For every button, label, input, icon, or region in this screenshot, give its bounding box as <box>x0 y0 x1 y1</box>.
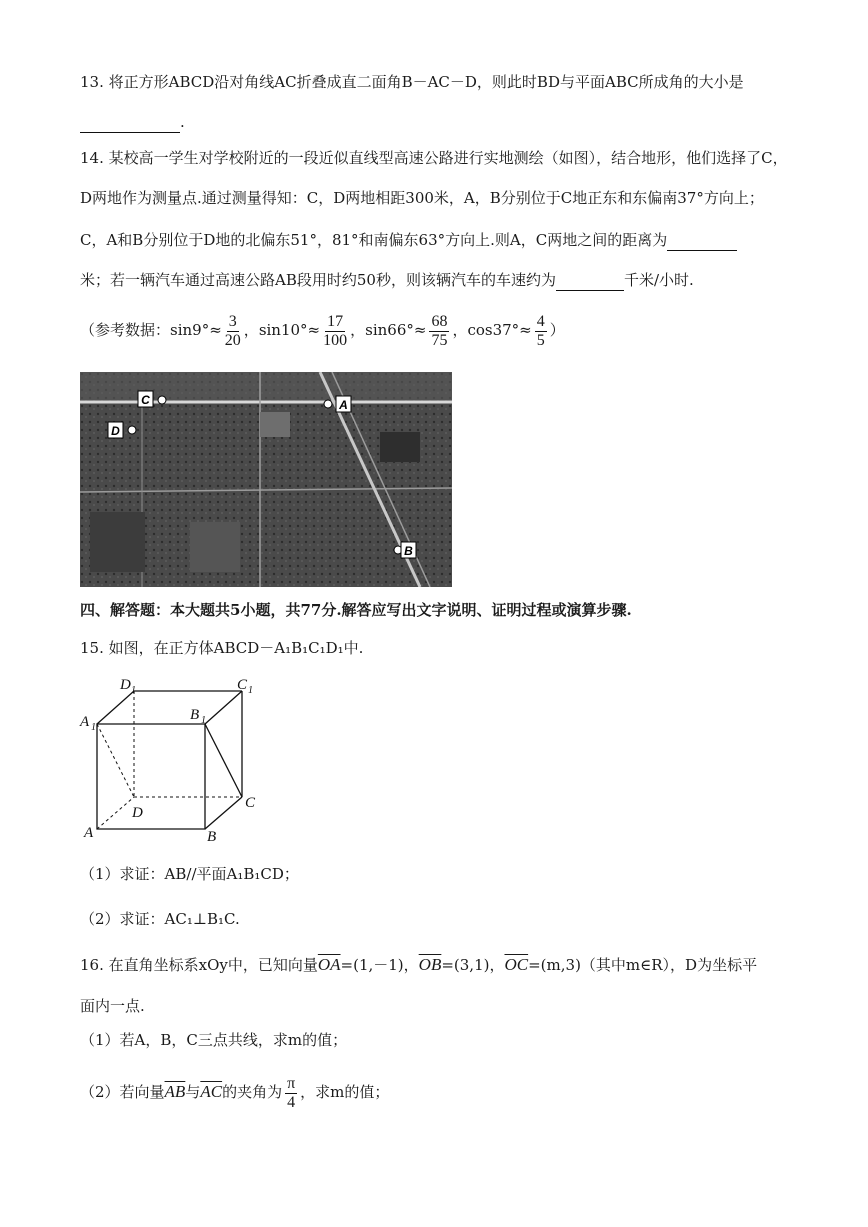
label-c: C <box>245 795 256 811</box>
fraction-den: 4 <box>287 1093 296 1111</box>
subscript: 1 <box>248 685 253 696</box>
label-d1: D <box>120 677 131 693</box>
q13-period: . <box>180 113 185 131</box>
vector-ab: $\overline{AB}$ <box>164 1082 186 1101</box>
vector-oc-value: =(m,3)（其中m∈R），D为坐标平 <box>528 956 758 974</box>
subscript: 1 <box>201 715 206 726</box>
ref-sin66: sin66°≈ <box>365 321 427 339</box>
map-label-c: C <box>141 393 150 407</box>
vector-ob: $\overline{OB}$ <box>418 955 442 974</box>
q14-line4b: 千米/小时. <box>623 271 694 289</box>
section-heading: 四、解答题：本大题共5小题，共77分.解答应写出文字说明、证明过程或演算步骤. <box>80 601 632 619</box>
fraction <box>225 313 241 350</box>
q16-part2-text: 的夹角为 <box>222 1083 283 1101</box>
q16-part2-text: ，求m的值； <box>300 1083 390 1101</box>
diagonal-a1d <box>97 724 134 797</box>
q16-text: 16. 在直角坐标系xOy中，已知向量 <box>80 956 318 974</box>
label-c1: C <box>237 677 248 693</box>
fraction <box>535 313 547 350</box>
q16-part2-text: （2）若向量 <box>80 1083 165 1101</box>
label-d: D <box>132 805 143 821</box>
q13-line1: 13. 将正方形ABCD沿对角线AC折叠成直二面角B－AC－D，则此时BD与平面ABC所成角的大小是 <box>80 73 744 91</box>
fraction-num: 68 <box>431 312 448 330</box>
map-label-a: A <box>339 398 348 412</box>
label-b1: B <box>190 707 200 723</box>
q14-line4a: 米；若一辆汽车通过高速公路AB段用时约50秒，则该辆汽车的车速约为 <box>80 271 556 289</box>
ref-sin9: sin9°≈ <box>170 321 222 339</box>
label-a: A <box>84 825 94 841</box>
reference-data <box>80 306 565 354</box>
aerial-map-image <box>80 372 452 587</box>
q14-line4 <box>80 270 694 291</box>
ref-sep: ， <box>452 321 468 339</box>
fraction-den: 75 <box>431 331 448 349</box>
q16-part2 <box>80 1072 389 1114</box>
q15-intro: 15. 如图，在正方体ABCD－A₁B₁C₁D₁中. <box>80 639 364 657</box>
fraction-den: 100 <box>323 331 348 349</box>
cube-svg <box>78 674 278 844</box>
fraction-num: 4 <box>536 312 545 330</box>
q15-part2: （2）求证：AC₁⊥B₁C. <box>80 910 240 928</box>
q16-part1: （1）若A，B，C三点共线，求m的值； <box>80 1031 348 1049</box>
vector-oa-value: =(1,－1)， <box>340 956 419 974</box>
fraction-pi-over-4 <box>285 1075 297 1112</box>
cube-front-face <box>97 724 205 829</box>
q16-part2-text: 与 <box>185 1083 201 1101</box>
map-svg <box>80 372 452 587</box>
fraction <box>429 313 449 350</box>
q16-line1 <box>80 955 757 975</box>
fraction-num: 3 <box>228 312 237 330</box>
ref-sep: ， <box>350 321 366 339</box>
q15-part1: （1）求证：AB//平面A₁B₁CD； <box>80 865 299 883</box>
subscript: 1 <box>131 685 136 696</box>
vector-oa: $\overline{OA}$ <box>317 955 341 974</box>
q13-line2 <box>80 112 185 133</box>
q14-line3 <box>80 230 737 251</box>
subscript: 1 <box>91 722 96 733</box>
q16-line2: 面内一点. <box>80 997 145 1015</box>
vector-ac: $\overline{AC}$ <box>200 1082 223 1101</box>
ref-suffix: ） <box>549 321 565 339</box>
ref-sep: ， <box>243 321 259 339</box>
fraction-num: π <box>287 1074 296 1092</box>
diagonal-b1c <box>205 724 242 797</box>
q14-line3-text: C，A和B分别位于D地的北偏东51°，81°和南偏东63°方向上.则A，C两地之间的距离为 <box>80 231 668 249</box>
ref-sin10: sin10°≈ <box>258 321 321 339</box>
fraction-den: 20 <box>224 331 241 349</box>
map-label-b: B <box>404 544 413 558</box>
cube-diagram <box>78 674 278 848</box>
label-b: B <box>207 829 217 844</box>
answer-blank <box>80 112 180 133</box>
q14-line2: D两地作为测量点.通过测量得知：C，D两地相距300米，A，B分别位于C地正东和东偏南37°方向上； <box>80 189 764 207</box>
map-label-d: D <box>111 424 120 438</box>
ref-prefix: （参考数据： <box>80 321 171 339</box>
vector-ob-value: =(3,1)， <box>441 956 505 974</box>
fraction-num: 17 <box>327 312 344 330</box>
q14-line1: 14. 某校高一学生对学校附近的一段近似直线型高速公路进行实地测绘（如图），结合地形，他们选择了C， <box>80 149 788 167</box>
fraction <box>323 313 347 350</box>
vector-oc: $\overline{OC}$ <box>504 955 529 974</box>
label-a1: A <box>80 714 90 730</box>
answer-blank <box>556 270 624 291</box>
answer-blank <box>667 230 737 251</box>
ref-cos37: cos37°≈ <box>467 321 532 339</box>
fraction-den: 5 <box>536 331 545 349</box>
